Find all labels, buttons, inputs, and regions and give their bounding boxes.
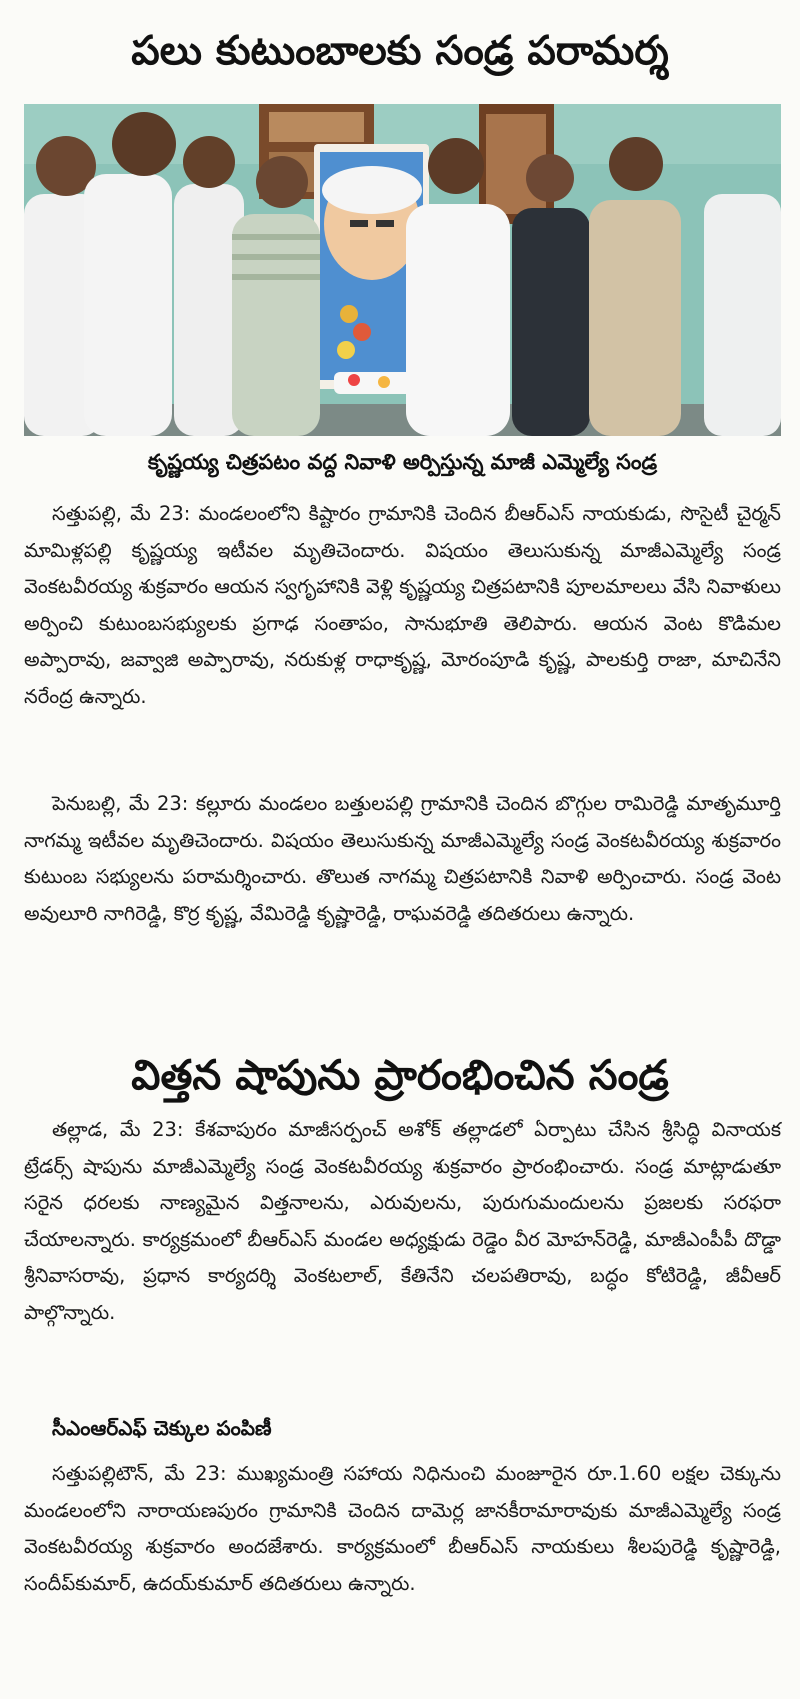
news-photo-illustration — [24, 104, 781, 436]
article1-paragraph-1: సత్తుపల్లి, మే 23: మండలంలోని కిష్టారం గ్రామానికి చెందిన బీఆర్ఎస్ నాయకుడు, సొసైటీ చైర్మన్ మామిళ్లపల్లి కృష్ణయ్య ఇటీవల మృతిచెందారు. విషయం తెలుసుకున్న మాజీఎమ్మెల్యే సండ్ర వెంకటవీరయ్య శుక్రవారం ఆయన స్వగృహానికి వెళ్లి కృష్ణయ్య చిత్రపటానికి పూలమాలలు వేసి నివాళులు అర్పించి కుటుంబసభ్యులకు ప్రగాఢ సంతాపం, సానుభూతి తెలిపారు. ఆయన వెంట కొడిమల అప్పారావు, జవ్వాజి అప్పారావు, నరుకుళ్ల రాధాకృష్ణ, మోరంపూడి కృష్ణ, పాలకుర్తి రాజా, మాచినేని నరేంద్ర ఉన్నారు. — [24, 502, 781, 708]
article1-paragraph-2: పెనుబల్లి, మే 23: కల్లూరు మండలం బత్తులపల్లి గ్రామానికి చెందిన బొగ్గుల రామిరెడ్డి మాతృమూర్తి నాగమ్మ ఇటీవల మృతిచెందారు. విషయం తెలుసుకున్న మాజీఎమ్మెల్యే సండ్ర వెంకటవీరయ్య శుక్రవారం కుటుంబ సభ్యులను పరామర్శించారు. తొలుత నాగమ్మ చిత్రపటానికి నివాళి అర్పించారు. సండ్ర వెంట అవులూరి నాగిరెడ్డి, కొర్ర కృష్ణ, వేమిరెడ్డి కృష్ణారెడ్డి, రాఘవరెడ్డి తదితరులు ఉన్నారు. — [24, 792, 781, 925]
clipped-next-headline — [0, 1689, 800, 1699]
news-photo — [24, 104, 781, 436]
photo-caption: కృష్ణయ్య చిత్రపటం వద్ద నివాళి అర్పిస్తున్న మాజీ ఎమ్మెల్యే సండ్ర — [147, 450, 658, 474]
article3-paragraph-1: సత్తుపల్లిటౌన్, మే 23: ముఖ్యమంత్రి సహాయ నిధినుంచి మంజూరైన రూ.1.60 లక్షల చెక్కును మండలంలోని నారాయణపురం గ్రామానికి చెందిన దామెర్ల జానకీరామారావుకు మాజీఎమ్మెల్యే సండ్ర వెంకటవీరయ్య శుక్రవారం అందజేశారు. కార్యక్రమంలో బీఆర్ఎస్ నాయకులు శీలపురెడ్డి కృష్ణారెడ్డి, సందీప్‌కుమార్, ఉదయ్‌కుమార్ తదితరులు ఉన్నారు. — [24, 1462, 781, 1595]
clipped-previous-headline — [0, 0, 800, 12]
headline-seed-shop: విత్తన షాపును ప్రారంభించిన సండ్ర — [131, 1051, 669, 1099]
article2-paragraph-1: తల్లాడ, మే 23: కేశవాపురం మాజీసర్పంచ్ అశోక్ తల్లాడలో ఏర్పాటు చేసిన శ్రీసిద్ధి వినాయక ట్రేడర్స్ షాపును మాజీఎమ్మెల్యే సండ్ర వెంకటవీరయ్య శుక్రవారం ప్రారంభించారు. సండ్ర మాట్లాడుతూ సరైన ధరలకు నాణ్యమైన విత్తనాలను, ఎరువులను, పురుగుమందులను ప్రజలకు సరఫరా చేయాలన్నారు. కార్యక్రమంలో బీఆర్ఎస్ మండల అధ్యక్షుడు రెడ్డెం వీర మోహన్‌రెడ్డి, మాజీఎంపీపీ దొడ్డా శ్రీనివాసరావు, ప్రధాన కార్యదర్శి వెంకటలాల్, కేతినేని చలపతిరావు, బద్ధం కోటిరెడ్డి, జీవీఆర్ పాల్గొన్నారు. — [24, 1118, 781, 1324]
subheading-cmrf: సీఎంఆర్ఎఫ్ చెక్కుల పంపిణీ — [52, 1416, 272, 1440]
headline-condolence: పలు కుటుంబాలకు సండ్ర పరామర్శ — [131, 28, 669, 74]
